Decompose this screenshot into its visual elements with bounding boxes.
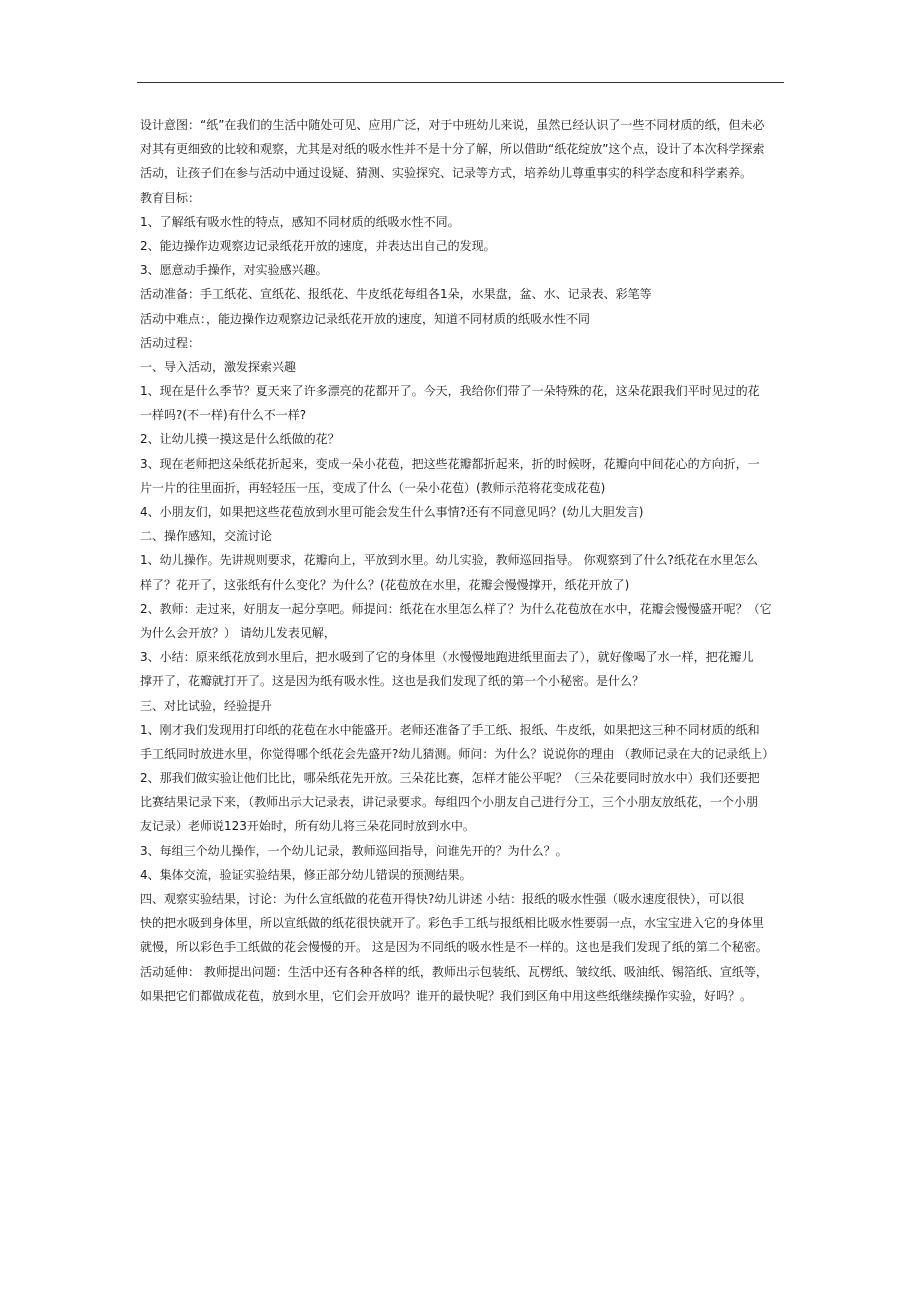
text-line: 样了？花开了，这张纸有什么变化？为什么？(花苞放在水里，花瓣会慢慢撑开，纸花开放了) (140, 577, 630, 592)
document-body (140, 113, 788, 1008)
list-item: 2、能边操作边观察边记录纸花开放的速度，并表达出自己的发现。 (140, 238, 496, 253)
list-item: 4、集体交流，验证实验结果，修正部分幼儿错误的预测结果。 (140, 867, 472, 882)
section-heading: 四、观察实验结果，讨论：为什么宣纸做的花苞开得快?幼儿讲述 小结：报纸的吸水性强（吸水速度很快），可以很 (140, 892, 745, 906)
text-line: 友记录）老师说123开始时，所有幼儿将三朵花同时放到水中。 (140, 819, 475, 834)
text-line: 设计意图：“纸”在我们的生活中随处可见、应用广泛，对于中班幼儿来说，虽然已经认识了一些不同材质的纸，但未必 (140, 118, 765, 132)
text-line: 比赛结果记录下来，（教师出示大记录表，讲记录要求。每组四个小朋友自己进行分工，三个小朋友放纸花，一个小朋 (140, 795, 759, 810)
text-line: 活动延伸： 教师提出问题：生活中还有各种各样的纸，教师出示包装纸、瓦楞纸、皱纹纸、吸油纸、锡箔纸、宣纸等， (140, 964, 768, 979)
list-item: 3、现在老师把这朵纸花折起来，变成一朵小花苞，把这些花瓣都折起来，折的时候呀，花瓣向中间花心的方向折，一 (140, 456, 760, 471)
text-line: 手工纸同时放进水里，你觉得哪个纸花会先盛开?幼儿猜测。师问：为什么？说说你的理由 （教师记录在大的记录纸上） (140, 746, 775, 761)
text-line: 快的把水吸到身体里，所以宣纸做的纸花很快就开了。彩色手工纸与报纸相比吸水性要弱一点，水宝宝进入它的身体里 (140, 916, 765, 931)
text-line: 如果把它们都做成花苞，放到水里，它们会开放吗？谁开的最快呢？我们到区角中用这些纸继续操作实验，好吗？。 (140, 988, 753, 1003)
section-heading: 教育目标： (140, 190, 201, 205)
section-heading: 二、操作感知，交流讨论 (140, 529, 273, 544)
list-item: 3、愿意动手操作，对实验感兴趣。 (140, 263, 328, 278)
section-heading: 三、对比试验，经验提升 (140, 698, 273, 713)
list-item: 1、现在是什么季节？夏天来了许多漂亮的花都开了。今天，我给你们带了一朵特殊的花，这朵花跟我们平时见过的花 (140, 384, 760, 399)
text-line: 片一片的往里面折，再轻轻压一压，变成了什么（一朵小花苞）(教师示范将花变成花苞) (140, 480, 606, 495)
text-line: 就慢，所以彩色手工纸做的花会慢慢的开。 这是因为不同纸的吸水性是不一样的。这也是我们发现了纸的第二个秘密。 (140, 940, 768, 955)
list-item: 2、教师：走过来，好朋友一起分享吧。师提问：纸花在水里怎么样了？为什么花苞放在水中，花瓣会慢慢盛开呢？（它 (140, 601, 772, 616)
text-line: 为什么会开放？） 请幼儿发表见解， (140, 625, 336, 640)
section-heading: 活动过程： (140, 335, 201, 350)
header-rule (137, 82, 784, 83)
text-line: 活动中难点：，能边操作边观察边记录纸花开放的速度，知道不同材质的纸吸水性不同 (140, 311, 591, 326)
list-item: 2、那我们做实验让他们比比，哪朵纸花先开放。三朵花比赛，怎样才能公平呢？（三朵花要同时放水中）我们还要把 (140, 771, 760, 786)
list-item: 1、幼儿操作。先讲规则要求，花瓣向上，平放到水里。幼儿实验，教师巡回指导。 你观察到了什么?纸花在水里怎么 (140, 553, 758, 568)
list-item: 1、刚才我们发现用打印纸的花苞在水中能盛开。老师还准备了手工纸、报纸、牛皮纸，如果把这三种不同材质的纸和 (140, 722, 760, 737)
list-item: 4、小朋友们，如果把这些花苞放到水里可能会发生什么事情?还有不同意见吗？(幼儿大胆发言) (140, 505, 644, 519)
list-item: 2、让幼儿摸一摸这是什么纸做的花？ (140, 432, 340, 447)
list-item: 3、每组三个幼儿操作，一个幼儿记录，教师巡回指导，问谁先开的？为什么？。 (140, 843, 568, 858)
text-line: 一样吗?(不一样)有什么不一样? (140, 408, 307, 423)
text-line: 活动准备：手工纸花、宣纸花、报纸花、牛皮纸花每组各1朵，水果盘，盆、水、记录表、彩笔等 (140, 287, 652, 302)
list-item: 3、小结：原来纸花放到水里后，把水吸到了它的身体里（水慢慢地跑进纸里面去了），就好像喝了水一样，把花瓣儿 (140, 650, 754, 665)
section-heading: 一、导入活动，激发探索兴趣 (140, 359, 297, 374)
text-line: 撑开了，花瓣就打开了。这是因为纸有吸水性。这也是我们发现了纸的第一个小秘密。是什么？ (140, 674, 645, 689)
text-line: 活动，让孩子们在参与活动中通过设疑、猜测、实验探究、记录等方式，培养幼儿尊重事实的科学态度和科学素养。 (140, 166, 753, 181)
text-line: 对其有更细致的比较和观察，尤其是对纸的吸水性并不是十分了解，所以借助“纸花绽放”这个点，设计了本次科学探索 (140, 142, 765, 157)
list-item: 1、了解纸有吸水性的特点，感知不同材质的纸吸水性不同。 (140, 214, 460, 229)
